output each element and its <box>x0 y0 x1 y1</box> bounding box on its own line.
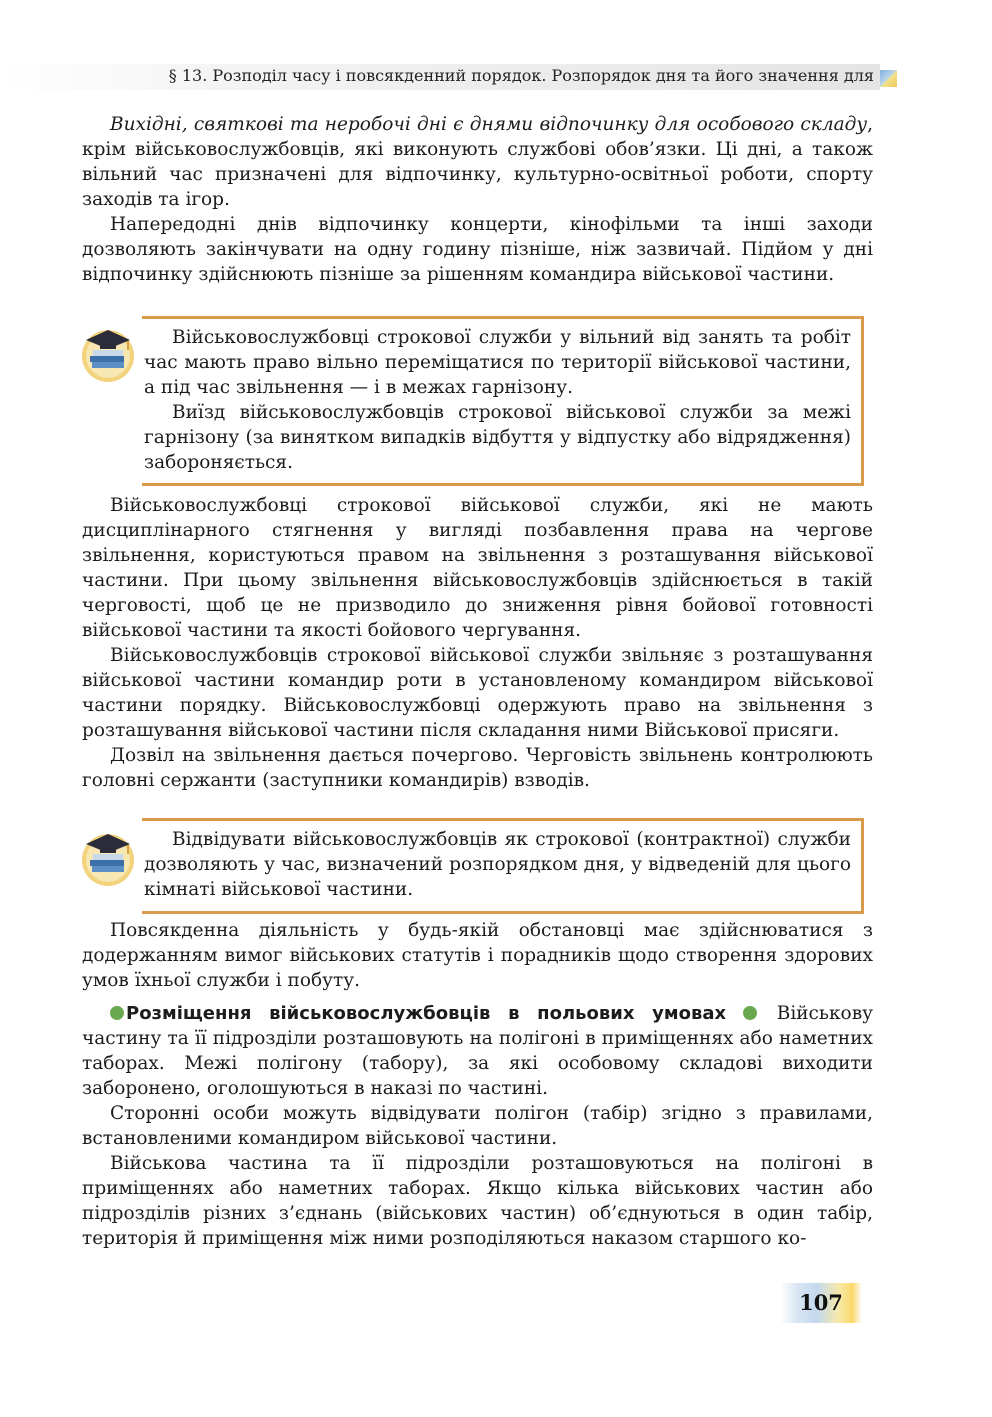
callout-paragraph: Виїзд військовослужбовців строкової військової служби за межі гарнізону (за винятком випадків відбуття у відпустку або відрядження) забороняється. <box>144 402 851 473</box>
paragraph: Військовослужбовці строкової військової служби, які не мають дисциплінарного стягнення у вигляді позбавлення права на чергове звільнення, користуються правом на звільнення з розташування військової частини. При цьому звільнення військовослужбовців здійснюється в такій черговості, щоб це не призводило до зниження рівня бойової готовності військової частини та якості бойового чергування. <box>82 495 873 641</box>
green-dot-icon <box>743 1006 757 1020</box>
paragraph: Напередодні днів відпочинку концерти, кінофільми та інші заходи дозволяють закінчувати на одну годину пізніше, ніж зазвичай. Підйом у дні відпочинку здійснюють пізніше за рішенням командира військової частини. <box>82 214 873 285</box>
body-text-block-2 <box>82 493 873 793</box>
books-graduation-cap-icon <box>80 322 136 384</box>
paragraph: Сторонні особи можуть відвідувати полігон (табір) згідно з правилами, встановленими командиром військової частини. <box>82 1103 873 1149</box>
paragraph-text: Військову частину та її підрозділи розташовують на полігоні в приміщеннях або наметних таборах. Межі полігону (табору), за які особовому складові виходити заборонено, оголошуються в наказі по частині. <box>82 1003 873 1099</box>
body-text-block-3 <box>82 918 873 1251</box>
paragraph: Дозвіл на звільнення дається почергово. Черговість звільнень контролюють головні сержанти (заступники командирів) взводів. <box>82 745 873 791</box>
callout-paragraph: Відвідувати військовослужбовців як строкової (контрактної) служби дозволяють у час, визначений розпорядком дня, у відведеній для цього кімнаті військової частини. <box>144 829 851 900</box>
paragraph <box>82 112 873 212</box>
italic-lead: Вихідні, святкові та неробочі дні є днями відпочинку для особового складу <box>110 114 868 135</box>
body-text-block-1 <box>82 112 873 287</box>
callout-box <box>142 316 864 486</box>
paragraph: Повсякденна діяльність у будь-якій обстановці має здійснюватися з додержанням вимог військових статутів і порадників щодо створення здорових умов їхньої служби і побуту. <box>82 920 873 991</box>
callout-paragraph: Військовослужбовці строкової служби у вільний від занять та робіт час мають право вільно переміщатися по території військової частини, а під час звільнення — і в межах гарнізону. <box>144 327 851 398</box>
books-graduation-cap-icon <box>80 826 136 888</box>
page-number-badge <box>780 1283 862 1323</box>
paragraph: Військовослужбовців строкової військової служби звільняє з розташування військової частини командир роти в установленому командиром військової частини порядку. Військовослужбовці одержують право на звільнення з розташування військової частини після складання ними Військової присяги. <box>82 645 873 741</box>
paragraph: Військова частина та її підрозділи розташовуються на полігоні в приміщеннях або наметних таборах. Якщо кілька військових частин або підрозділів різних з’єднань (військових частин) об’єднуються в один табір, територія й приміщення між ними розподіляються наказом старшого ко- <box>82 1153 873 1249</box>
paragraph-text: , крім військовослужбовців, які виконують службові обов’язки. Ці дні, а також вільний час призначені для відпочинку, культурно-освітньої роботи, спорту заходів та ігор. <box>82 114 873 210</box>
green-dot-icon <box>110 1006 124 1020</box>
header-corner-mark <box>880 70 897 87</box>
section-heading: Розміщення військовослужбовців в польових умовах <box>126 1003 727 1024</box>
page-number: 107 <box>799 1290 843 1315</box>
running-header: § 13. Розподіл часу і повсякденний порядок. Розпорядок дня та його значення для <box>168 66 874 85</box>
section-paragraph <box>82 1001 873 1101</box>
callout-box <box>142 818 864 914</box>
